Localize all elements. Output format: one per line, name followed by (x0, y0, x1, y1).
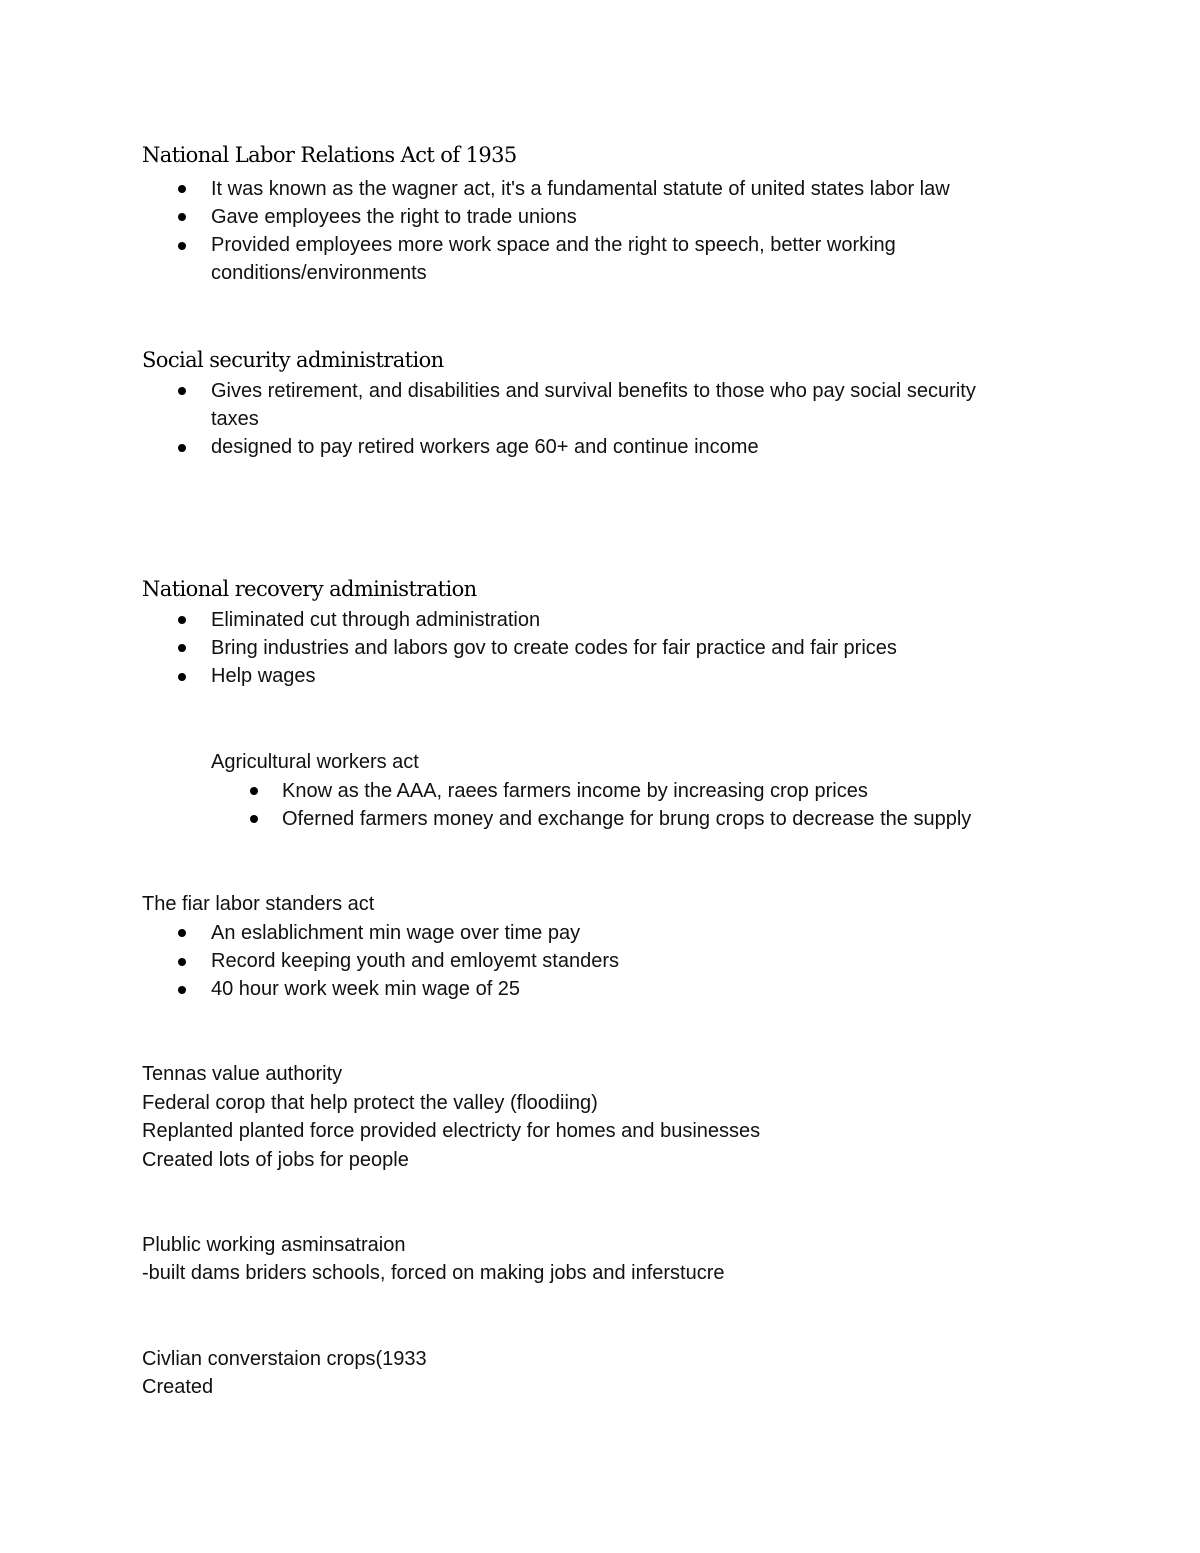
section-heading-nra: National recovery administration (142, 577, 477, 601)
paragraph-line: Created (142, 1376, 214, 1398)
paragraph-line: Federal corop that help protect the valley (floodiing) (142, 1092, 598, 1114)
paragraph-line: Created lots of jobs for people (142, 1149, 409, 1171)
list-item: It was known as the wagner act, it's a fundamental statute of united states labor law (211, 178, 950, 200)
section-heading-tva: Tennas value authority (142, 1063, 343, 1085)
list-item: Bring industries and labors gov to create codes for fair practice and fair prices (211, 637, 897, 659)
list-item: Record keeping youth and emloyemt standers (211, 950, 620, 972)
list-item: Oferned farmers money and exchange for brung crops to decrease the supply (282, 808, 972, 830)
paragraph-line: -built dams briders schools, forced on making jobs and inferstucre (142, 1262, 725, 1284)
bullet-icon (178, 929, 186, 937)
paragraph-line: Replanted planted force provided electricty for homes and businesses (142, 1120, 761, 1142)
list-item: An eslablichment min wage over time pay (211, 922, 581, 944)
list-item: Know as the AAA, raees farmers income by increasing crop prices (282, 780, 868, 802)
list-item-continuation: taxes (211, 408, 259, 430)
bullet-icon (178, 644, 186, 652)
list-item: designed to pay retired workers age 60+ and continue income (211, 436, 759, 458)
bullet-icon (250, 787, 258, 795)
bullet-icon (178, 185, 186, 193)
section-heading-ccc: Civlian converstaion crops(1933 (142, 1348, 427, 1370)
bullet-icon (178, 444, 186, 452)
bullet-icon (178, 986, 186, 994)
section-heading-ssa: Social security administration (142, 348, 444, 372)
bullet-icon (178, 673, 186, 681)
list-item: 40 hour work week min wage of 25 (211, 978, 521, 1000)
bullet-icon (178, 958, 186, 966)
section-heading-pwa: Plublic working asminsatraion (142, 1234, 406, 1256)
bullet-icon (250, 815, 258, 823)
bullet-icon (178, 387, 186, 395)
bullet-icon (178, 213, 186, 221)
list-item: Eliminated cut through administration (211, 609, 541, 631)
list-item: Help wages (211, 665, 316, 687)
list-item: Provided employees more work space and the right to speech, better working (211, 234, 896, 256)
section-heading-nlra: National Labor Relations Act of 1935 (142, 143, 517, 167)
bullet-icon (178, 616, 186, 624)
list-item: Gave employees the right to trade unions (211, 206, 577, 228)
section-heading-flsa: The fiar labor standers act (142, 893, 375, 915)
subsection-heading-aaa: Agricultural workers act (211, 751, 419, 773)
bullet-icon (178, 242, 186, 250)
list-item: Gives retirement, and disabilities and survival benefits to those who pay social security (211, 380, 976, 402)
list-item-continuation: conditions/environments (211, 262, 427, 284)
